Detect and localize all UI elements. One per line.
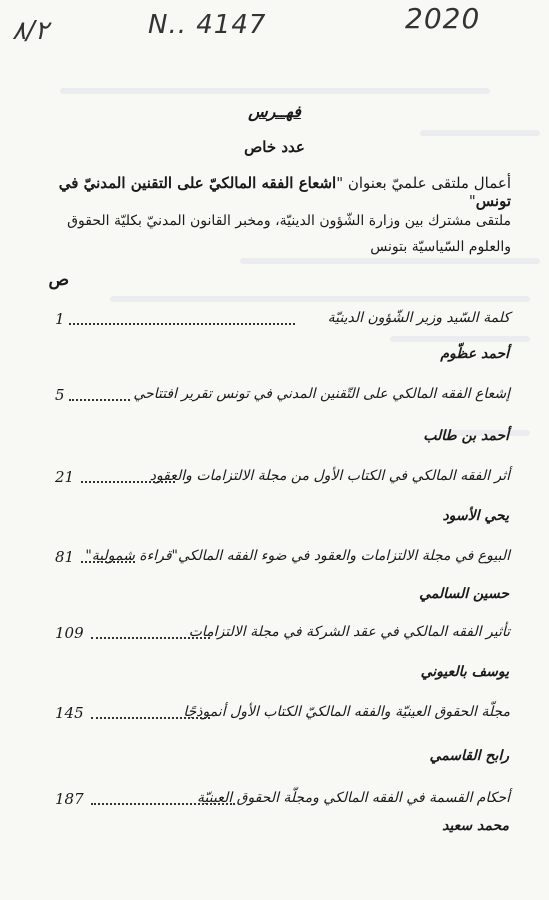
toc-author: محمد سعيد	[442, 818, 509, 834]
dot-leader	[81, 561, 135, 563]
proceedings-title	[31, 174, 511, 210]
toc-entry	[55, 624, 510, 646]
proceedings-suffix: "	[468, 192, 476, 210]
toc-entry-title: تأثير الفقه المالكي في عقد الشركة في مجلة الالتزامات	[188, 624, 510, 640]
toc-entry-title: أحكام القسمة في الفقه المالكي ومجلّة الحقوق العينيّة	[197, 790, 510, 806]
dot-leader	[91, 637, 210, 639]
proceedings-bold-title: اشعاع الفقه المالكيّ على التقنين المدنيّ في تونس	[58, 174, 511, 210]
dot-leader	[69, 323, 295, 325]
toc-entry-page: 21	[55, 468, 75, 486]
toc-entry	[55, 790, 510, 812]
bleed-through-line	[420, 130, 540, 136]
dot-leader	[91, 717, 210, 719]
toc-entry	[55, 548, 510, 570]
handwritten-reference-number: N.. 4147	[148, 10, 267, 40]
dot-leader	[91, 803, 235, 805]
toc-entry-page: 187	[55, 790, 84, 808]
toc-entry	[55, 310, 510, 332]
toc-entry-page: 109	[55, 624, 84, 642]
index-title: فهــرس	[248, 102, 301, 121]
dot-leader	[69, 399, 130, 401]
toc-author: يحي الأسود	[442, 508, 509, 524]
issue-label: عدد خاص	[244, 138, 305, 156]
toc-entry-title: البيوع في مجلة الالتزامات والعقود في ضوء الفقه المالكي"قراءة شمولية"	[85, 548, 510, 564]
bleed-through-line	[110, 296, 530, 302]
bleed-through-line	[390, 336, 530, 342]
toc-entry-title: كلمة السّيد وزير الشّؤون الدينيّة	[327, 310, 510, 326]
toc-entry	[55, 386, 510, 408]
toc-entry-page: 81	[55, 548, 75, 566]
toc-author: رابح القاسمي	[429, 748, 509, 764]
toc-author: أحمد عظّوم	[440, 346, 509, 362]
bleed-through-line	[60, 88, 490, 94]
toc-entry-page: 1	[55, 310, 65, 328]
toc-author: أحمد بن طالب	[423, 428, 509, 444]
dot-leader	[81, 481, 175, 483]
toc-entry	[55, 468, 510, 490]
toc-entry-page: 5	[55, 386, 65, 404]
toc-author: يوسف بالعيوني	[420, 664, 509, 680]
toc-entry-title: أثر الفقه المالكي في الكتاب الأول من مجلة الالتزامات والعقود	[149, 468, 510, 484]
toc-entry	[55, 704, 510, 726]
handwritten-page-mark: ٨/٢	[12, 16, 49, 46]
page-column-label: ص	[48, 270, 69, 290]
proceedings-prefix: أعمال ملتقى علميّ بعنوان "	[336, 174, 511, 192]
handwritten-year: 2020	[405, 2, 481, 35]
toc-author: حسين السالمي	[419, 586, 509, 602]
toc-entry-title: مجلّة الحقوق العينيّة والفقه المالكيّ الكتاب الأول أنموذجًا	[183, 704, 510, 720]
toc-entry-page: 145	[55, 704, 84, 722]
conference-subtitle: ملتقى مشترك بين وزارة الشّؤون الدينيّة، ومخبر القانون المدنيّ بكليّة الحقوق والعلوم السّياسيّة بتونس	[67, 213, 511, 255]
toc-entry-title: إشعاع الفقه المالكي على التّقنين المدني في تونس تقرير افتتاحي	[133, 386, 510, 402]
